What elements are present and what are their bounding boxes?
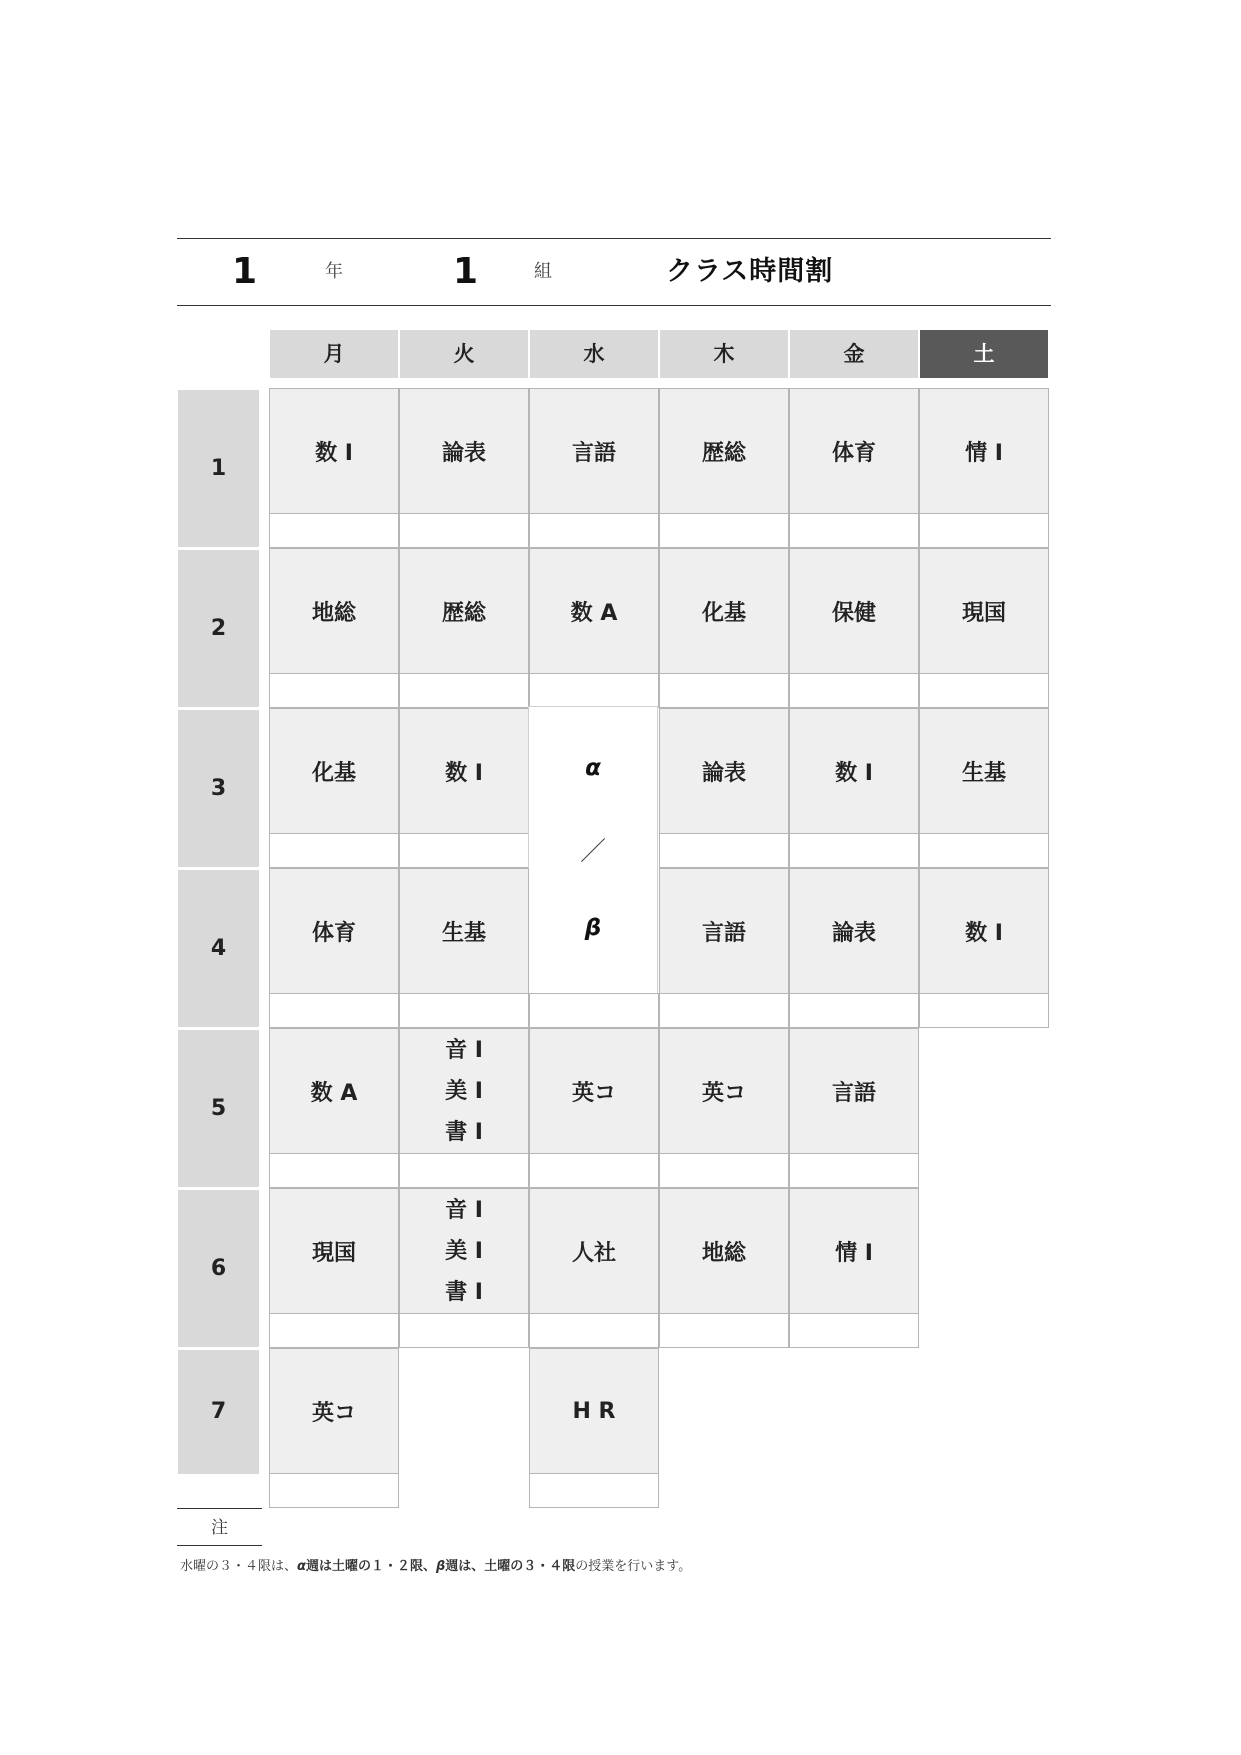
subject-label: 地総 xyxy=(701,1240,746,1266)
note-cell xyxy=(399,993,529,1028)
subject-label: 書 I xyxy=(445,1279,483,1305)
cell-wed-3-4-alpha-beta xyxy=(528,706,658,994)
day-header-mon: 月 xyxy=(270,330,398,378)
cell-mon-5 xyxy=(269,1028,399,1154)
note-cell xyxy=(399,1153,529,1188)
cell-thu-4 xyxy=(659,868,789,994)
day-header-sat: 土 xyxy=(920,330,1048,378)
cell-wed-1 xyxy=(529,388,659,514)
subject-label: 体育 xyxy=(831,440,876,466)
cell-wed-5 xyxy=(529,1028,659,1154)
subject-label: 言語 xyxy=(831,1080,876,1106)
subject-label: 体育 xyxy=(311,920,356,946)
alpha-label: α xyxy=(585,755,601,781)
subject-label: 音 I xyxy=(445,1037,483,1063)
note-cell xyxy=(269,1313,399,1348)
note-cell xyxy=(789,1313,919,1348)
beta-label: β xyxy=(584,915,602,941)
cell-thu-2 xyxy=(659,548,789,674)
period-label-5: 5 xyxy=(178,1030,259,1187)
note-cell xyxy=(399,833,529,868)
subject-label: 現国 xyxy=(961,600,1006,626)
subject-label: 論表 xyxy=(831,920,876,946)
note-cell xyxy=(399,513,529,548)
grade-unit: 年 xyxy=(325,261,343,282)
subject-label: 保健 xyxy=(831,600,876,626)
period-label-2: 2 xyxy=(178,550,259,707)
day-header-wed: 水 xyxy=(530,330,658,378)
subject-label: 英コ xyxy=(311,1400,356,1426)
note-cell xyxy=(269,513,399,548)
subject-label: 書 I xyxy=(445,1119,483,1145)
cell-fri-1 xyxy=(789,388,919,514)
cell-mon-7 xyxy=(269,1348,399,1474)
notes-text-part: 水曜の３・４限は、 xyxy=(180,1559,298,1574)
note-cell xyxy=(659,833,789,868)
note-cell xyxy=(659,993,789,1028)
note-cell xyxy=(529,993,659,1028)
note-cell xyxy=(529,513,659,548)
cell-mon-4 xyxy=(269,868,399,994)
grade-number: 1 xyxy=(232,251,258,292)
cell-sat-2 xyxy=(919,548,1049,674)
subject-label: 数 I xyxy=(965,920,1003,946)
subject-label: 言語 xyxy=(571,440,616,466)
cell-thu-3 xyxy=(659,708,789,834)
elective-list xyxy=(445,1190,483,1313)
subject-label: 数 I xyxy=(835,760,873,786)
class-number: 1 xyxy=(453,251,479,292)
subject-label: H R xyxy=(572,1398,616,1424)
day-header-fri: 金 xyxy=(790,330,918,378)
cell-tue-5 xyxy=(399,1028,529,1154)
subject-label: 数 A xyxy=(310,1080,358,1106)
note-cell xyxy=(399,1313,529,1348)
slash-label: ／ xyxy=(579,837,606,867)
cell-tue-1 xyxy=(399,388,529,514)
cell-thu-6 xyxy=(659,1188,789,1314)
subject-label: 現国 xyxy=(311,1240,356,1266)
notes-text-part: の授業を行います。 xyxy=(575,1559,692,1574)
period-label-1: 1 xyxy=(178,390,259,547)
notes-alpha: α xyxy=(297,1559,306,1574)
note-cell xyxy=(659,673,789,708)
notes-beta: β xyxy=(435,1559,446,1574)
note-cell xyxy=(269,993,399,1028)
title-bar xyxy=(177,238,1051,306)
notes-text xyxy=(180,1555,691,1574)
subject-label: 人社 xyxy=(571,1240,616,1266)
day-header-thu: 木 xyxy=(660,330,788,378)
note-cell xyxy=(919,513,1049,548)
note-cell xyxy=(919,993,1049,1028)
note-cell xyxy=(529,1153,659,1188)
cell-thu-1 xyxy=(659,388,789,514)
cell-fri-3 xyxy=(789,708,919,834)
note-cell xyxy=(529,1473,659,1508)
note-cell xyxy=(269,673,399,708)
subject-label: 生基 xyxy=(441,920,486,946)
note-cell xyxy=(789,673,919,708)
cell-tue-2 xyxy=(399,548,529,674)
subject-label: 数 I xyxy=(315,440,353,466)
cell-fri-2 xyxy=(789,548,919,674)
subject-label: 化基 xyxy=(701,600,746,626)
cell-tue-3 xyxy=(399,708,529,834)
note-cell xyxy=(789,513,919,548)
note-cell xyxy=(789,1153,919,1188)
page-title: クラス時間割 xyxy=(666,256,834,287)
notes-text-part: 週は、土曜の３・４限 xyxy=(445,1559,576,1574)
subject-label: 歴総 xyxy=(441,600,486,626)
cell-mon-2 xyxy=(269,548,399,674)
notes-text-part: 週は土曜の１・２限、 xyxy=(305,1559,436,1574)
note-cell xyxy=(529,673,659,708)
subject-label: 地総 xyxy=(311,600,356,626)
subject-label: 論表 xyxy=(441,440,486,466)
period-label-4: 4 xyxy=(178,870,259,1027)
cell-fri-6 xyxy=(789,1188,919,1314)
subject-label: 情 I xyxy=(965,440,1003,466)
cell-mon-1 xyxy=(269,388,399,514)
cell-fri-4 xyxy=(789,868,919,994)
subject-label: 論表 xyxy=(701,760,746,786)
cell-tue-6 xyxy=(399,1188,529,1314)
note-cell xyxy=(399,673,529,708)
note-cell xyxy=(789,993,919,1028)
subject-label: 数 I xyxy=(445,760,483,786)
cell-wed-7 xyxy=(529,1348,659,1474)
note-cell xyxy=(269,833,399,868)
day-header-tue: 火 xyxy=(400,330,528,378)
cell-wed-6 xyxy=(529,1188,659,1314)
subject-label: 生基 xyxy=(961,760,1006,786)
cell-sat-1 xyxy=(919,388,1049,514)
subject-label: 英コ xyxy=(701,1080,746,1106)
cell-mon-6 xyxy=(269,1188,399,1314)
cell-tue-4 xyxy=(399,868,529,994)
subject-label: 化基 xyxy=(311,760,356,786)
note-cell xyxy=(919,833,1049,868)
note-cell xyxy=(269,1473,399,1508)
subject-label: 英コ xyxy=(571,1080,616,1106)
note-cell xyxy=(919,673,1049,708)
period-label-6: 6 xyxy=(178,1190,259,1347)
cell-thu-5 xyxy=(659,1028,789,1154)
subject-label: 音 I xyxy=(445,1197,483,1223)
note-cell xyxy=(659,513,789,548)
cell-sat-3 xyxy=(919,708,1049,834)
note-cell xyxy=(659,1313,789,1348)
cell-sat-4 xyxy=(919,868,1049,994)
subject-label: 美 I xyxy=(445,1078,483,1104)
note-cell xyxy=(269,1153,399,1188)
note-cell xyxy=(789,833,919,868)
subject-label: 言語 xyxy=(701,920,746,946)
elective-list xyxy=(445,1030,483,1153)
subject-label: 情 I xyxy=(835,1240,873,1266)
note-cell xyxy=(529,1313,659,1348)
cell-fri-5 xyxy=(789,1028,919,1154)
subject-label: 歴総 xyxy=(701,440,746,466)
period-label-3: 3 xyxy=(178,710,259,867)
cell-wed-2 xyxy=(529,548,659,674)
notes-heading: 注 xyxy=(177,1508,262,1546)
subject-label: 数 A xyxy=(570,600,618,626)
cell-mon-3 xyxy=(269,708,399,834)
note-cell xyxy=(659,1153,789,1188)
period-label-7: 7 xyxy=(178,1350,259,1474)
subject-label: 美 I xyxy=(445,1238,483,1264)
class-unit: 組 xyxy=(534,261,552,282)
